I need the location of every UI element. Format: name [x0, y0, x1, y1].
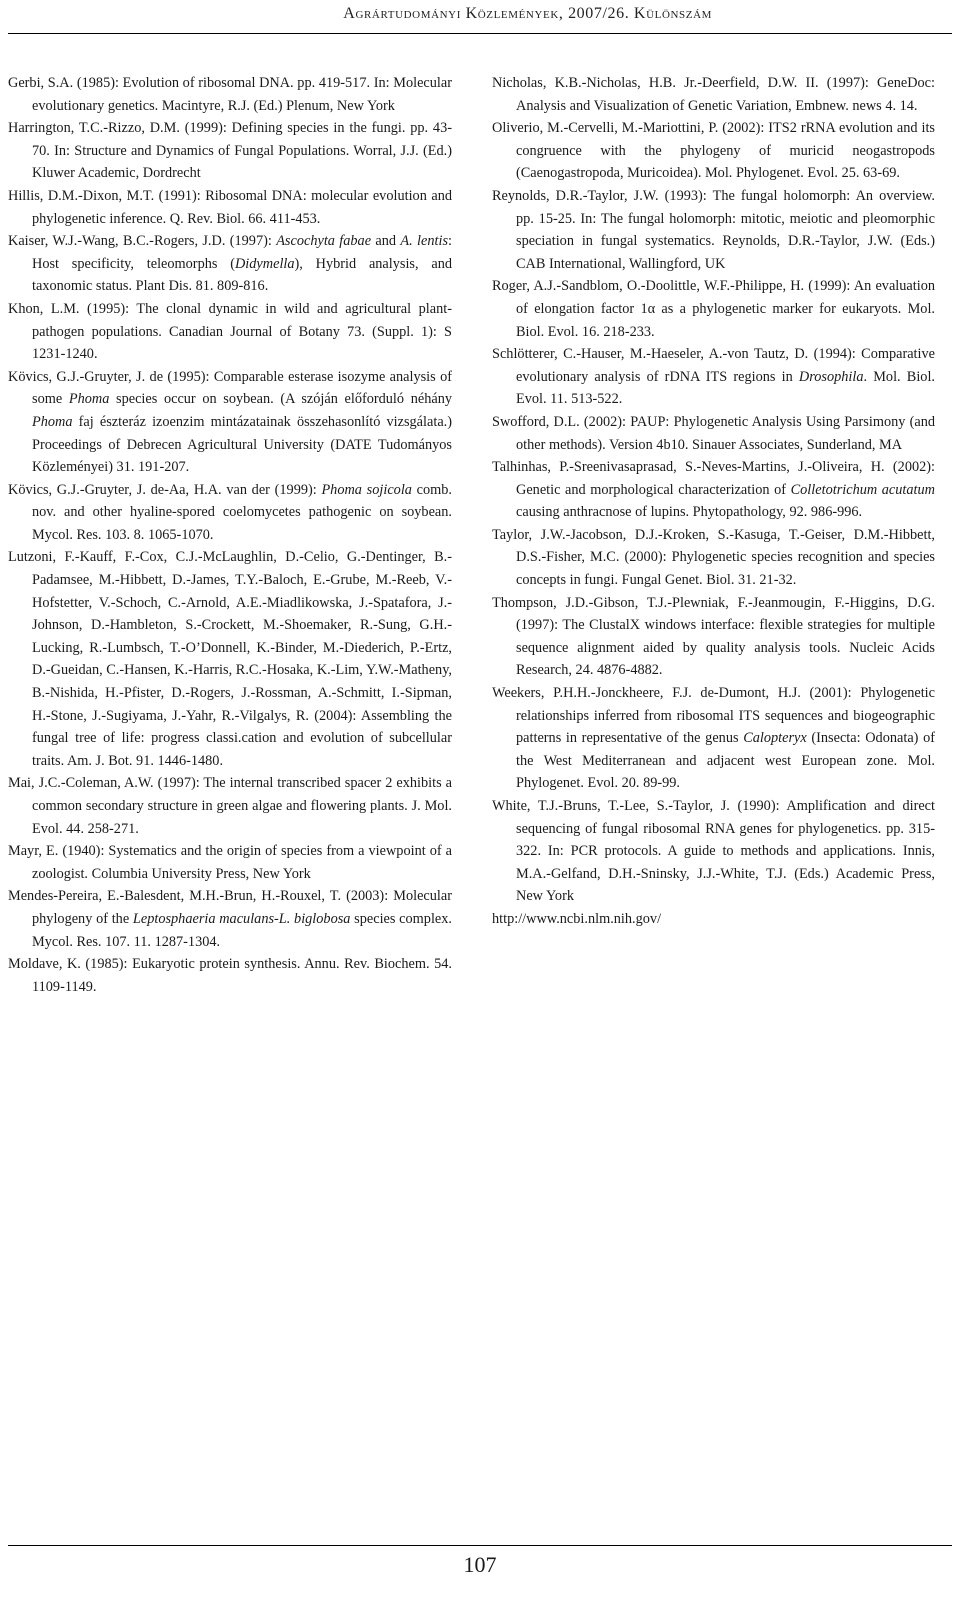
reference-text: Kaiser, W.J.-Wang, B.C.-Rogers, J.D. (1997):	[8, 233, 277, 250]
reference-text: Kövics, G.J.-Gruyter, J. de-Aa, H.A. van der (1999):	[8, 481, 322, 498]
reference-entry	[492, 682, 935, 795]
reference-entry	[492, 456, 935, 524]
reference-text: and	[371, 233, 401, 250]
reference-entry	[492, 275, 935, 343]
reference-text: faj észteráz izoenzim mintázatainak összehasonlító vizsgálata.) Proceedings of Debrecen Agricultural University (DATE Tudományos Közleményei) 31. 191-207.	[32, 413, 452, 476]
reference-entry	[492, 795, 935, 908]
reference-italic-text: Phoma sojicola	[321, 481, 412, 498]
reference-text: . Mol. Biol. Evol. 11. 513-522.	[516, 368, 935, 408]
reference-entry	[8, 72, 452, 117]
reference-text: : Host specificity, teleomorphs (	[32, 233, 452, 272]
reference-text: Lutzoni, F.-Kauff, F.-Cox, C.J.-McLaughlin, D.-Celio, G.-Dentinger, B.-Padamsee, M.-Hibbett, D.-James, T.Y.-Baloch, E.-Grube, M.-Reeb, V.-Hofstetter, V.-Schoch, C.-Arnold, A.E.-Miadlikowska, J.-Spatafora, J.-Johnson, D.-Hambleton, S.-Crockett, M.-Shoemaker, R.-Sung, G.H.-Lucking, R.-Lumbsch, T.-O’Donnell, K.-Binder, M.-Diederich, P.-Ertz, D.-Gueidan, C.-Hansen, K.-Harris, R.C.-Hosaka, K.-Lim, Y.W.-Matheny, B.-Nishida, H.-Pfister, D.-Rogers, J.-Rossman, A.-Schmitt, I.-Sipman, H.-Stone, J.-Sugiyama, J.-Yahr, R.-Vilgalys, R. (2004): Assembling the fungal tree of life: progress classi.cation and evolution of subcellular traits. Am. J. Bot. 91. 1446-1480.	[8, 549, 452, 769]
reference-entry	[492, 343, 935, 411]
reference-text: Harrington, T.C.-Rizzo, D.M. (1999): Defining species in the fungi. pp. 43-70. In: Structure and Dynamics of Fungal Populations. Worral, J.J. (Ed.) Kluwer Academic, Dordrecht	[8, 120, 452, 182]
reference-italic-text: Drosophila	[798, 368, 864, 385]
reference-column-right	[492, 72, 935, 931]
reference-italic-text: A. lentis	[400, 233, 449, 250]
reference-italic-text: Leptosphaeria maculans-L. biglobosa	[132, 910, 351, 927]
reference-text: Roger, A.J.-Sandblom, O.-Doolittle, W.F.-Philippe, H. (1999): An evaluation of elongation factor 1α as a phylogenetic marker for eukaryots. Mol. Biol. Evol. 16. 218-233.	[492, 278, 935, 340]
running-header	[0, 0, 960, 36]
reference-italic-text: Colletotrichum acutatum	[790, 481, 935, 498]
reference-entry	[492, 524, 935, 592]
journal-title: Agrártudományi Közlemények, 2007/26. Különszám	[343, 5, 712, 22]
reference-text: Moldave, K. (1985): Eukaryotic protein synthesis. Annu. Rev. Biochem. 54. 1109-1149.	[8, 956, 452, 995]
reference-italic-text: Calopteryx	[743, 730, 807, 747]
reference-entry	[8, 185, 452, 230]
reference-entry	[8, 546, 452, 772]
reference-text: Mai, J.C.-Coleman, A.W. (1997): The internal transcribed spacer 2 exhibits a common secondary structure in green algae and flowering plants. J. Mol. Evol. 44. 258-271.	[8, 775, 452, 837]
reference-column-left	[8, 72, 452, 998]
page-number: 107	[463, 1552, 497, 1577]
reference-italic-text: Ascochyta fabae	[276, 233, 372, 250]
reference-entry	[8, 298, 452, 366]
reference-entry	[8, 230, 452, 298]
reference-text: Swofford, D.L. (2002): PAUP: Phylogenetic Analysis Using Parsimony (and other methods). Version 4b10. Sinauer Associates, Sunderland, MA	[492, 413, 935, 453]
reference-entry	[8, 117, 452, 185]
reference-text: species occur on soybean. (A szóján előforduló néhány	[109, 391, 452, 408]
reference-text: comb. nov. and other hyaline-spored coelomycetes pathogenic on soybean. Mycol. Res. 103. 8. 1065-1070.	[32, 481, 453, 543]
reference-italic-text: Didymella	[234, 255, 295, 272]
reference-text: (Insecta: Odonata) of the West Mediterranean and adjacent west European zone. Mol. Phylogenet. Evol. 20. 89-99.	[516, 730, 935, 792]
reference-text: Mendes-Pereira, E.-Balesdent, M.H.-Brun, H.-Rouxel, T. (2003): Molecular phylogeny of the	[8, 888, 452, 927]
reference-text: causing anthracnose of lupins. Phytopathology, 92. 986-996.	[516, 504, 863, 521]
reference-text: Gerbi, S.A. (1985): Evolution of ribosomal DNA. pp. 419-517. In: Molecular evolutionary genetics. Macintyre, R.J. (Ed.) Plenum, New York	[8, 75, 452, 114]
reference-text: Mayr, E. (1940): Systematics and the origin of species from a viewpoint of a zoologist. Columbia University Press, New York	[8, 843, 452, 882]
reference-text: Talhinhas, P.-Sreenivasaprasad, S.-Neves-Martins, J.-Oliveira, H. (2002): Genetic and morphological characterization of	[492, 459, 935, 498]
reference-text: Oliverio, M.-Cervelli, M.-Mariottini, P. (2002): ITS2 rRNA evolution and its congruence with the phylogeny of muricid neogastropods (Caenogastropoda, Muricoidea). Mol. Phylogenet. Evol. 25. 63-69.	[492, 120, 935, 182]
reference-text: Weekers, P.H.H.-Jonckheere, F.J. de-Dumont, H.J. (2001): Phylogenetic relationships inferred from ribosomal ITS sequences and biogeographic patterns in representative of the genus	[492, 685, 935, 747]
reference-italic-text: Phoma	[32, 413, 73, 430]
reference-entry	[8, 885, 452, 953]
footer-rule	[8, 1545, 952, 1546]
reference-entry	[492, 117, 935, 185]
reference-text: species complex. Mycol. Res. 107. 11. 1287-1304.	[32, 910, 452, 950]
reference-entry	[8, 366, 452, 479]
reference-text: Kövics, G.J.-Gruyter, J. de (1995): Comparable esterase isozyme analysis of some	[8, 368, 452, 408]
reference-entry	[492, 72, 935, 117]
reference-text: Thompson, J.D.-Gibson, T.J.-Plewniak, F.-Jeanmougin, F.-Higgins, D.G. (1997): The ClustalX windows interface: flexible strategies for multiple sequence alignment aided by quality analysis tools. Nucleic Acids Research, 24. 4876-4882.	[492, 594, 935, 679]
reference-text: Reynolds, D.R.-Taylor, J.W. (1993): The fungal holomorph: An overview. pp. 15-25. In: The fungal holomorph: mitotic, meiotic and pleomorphic speciation in fungal systematics. Reynolds, D.R.-Taylor, J.W. (Eds.) CAB International, Wallingford, UK	[492, 187, 935, 272]
reference-text: Khon, L.M. (1995): The clonal dynamic in wild and agricultural plant-pathogen populations. Canadian Journal of Botany 73. (Suppl. 1): S 1231-1240.	[8, 300, 452, 363]
reference-entry	[8, 953, 452, 998]
reference-entry	[8, 772, 452, 840]
reference-entry	[492, 185, 935, 275]
reference-text: Schlötterer, C.-Hauser, M.-Haeseler, A.-von Tautz, D. (1994): Comparative evolutionary analysis of rDNA ITS regions in	[492, 346, 935, 385]
reference-text: ), Hybrid analysis, and taxonomic status. Plant Dis. 81. 809-816.	[32, 255, 452, 295]
reference-italic-text: Phoma	[68, 391, 110, 408]
reference-text: White, T.J.-Bruns, T.-Lee, S.-Taylor, J. (1990): Amplification and direct sequencing of fungal ribosomal RNA genes for phylogenetics. pp. 315-322. In: PCR protocols. A guide to methods and applications. Innis, M.A.-Gelfand, D.H.-Sninsky, J.J.-White, T.J. (Eds.) Academic Press, New York	[492, 798, 935, 905]
reference-entry	[492, 411, 935, 456]
reference-text: Nicholas, K.B.-Nicholas, H.B. Jr.-Deerfield, D.W. II. (1997): GeneDoc: Analysis and Visualization of Genetic Variation, Embnew. news 4. 14.	[492, 75, 935, 114]
reference-entry	[8, 479, 452, 547]
reference-entry	[492, 592, 935, 682]
header-rule	[8, 33, 952, 34]
source-url: http://www.ncbi.nlm.nih.gov/	[492, 910, 662, 927]
reference-text: Taylor, J.W.-Jacobson, D.J.-Kroken, S.-Kasuga, T.-Geiser, D.M.-Hibbett, D.S.-Fisher, M.C. (2000): Phylogenetic species recognition and species concepts in fungi. Fungal Genet. Biol. 31. 21-32.	[492, 526, 935, 589]
reference-entry	[8, 840, 452, 885]
reference-text: Hillis, D.M.-Dixon, M.T. (1991): Ribosomal DNA: molecular evolution and phylogenetic inference. Q. Rev. Biol. 66. 411-453.	[8, 187, 452, 227]
